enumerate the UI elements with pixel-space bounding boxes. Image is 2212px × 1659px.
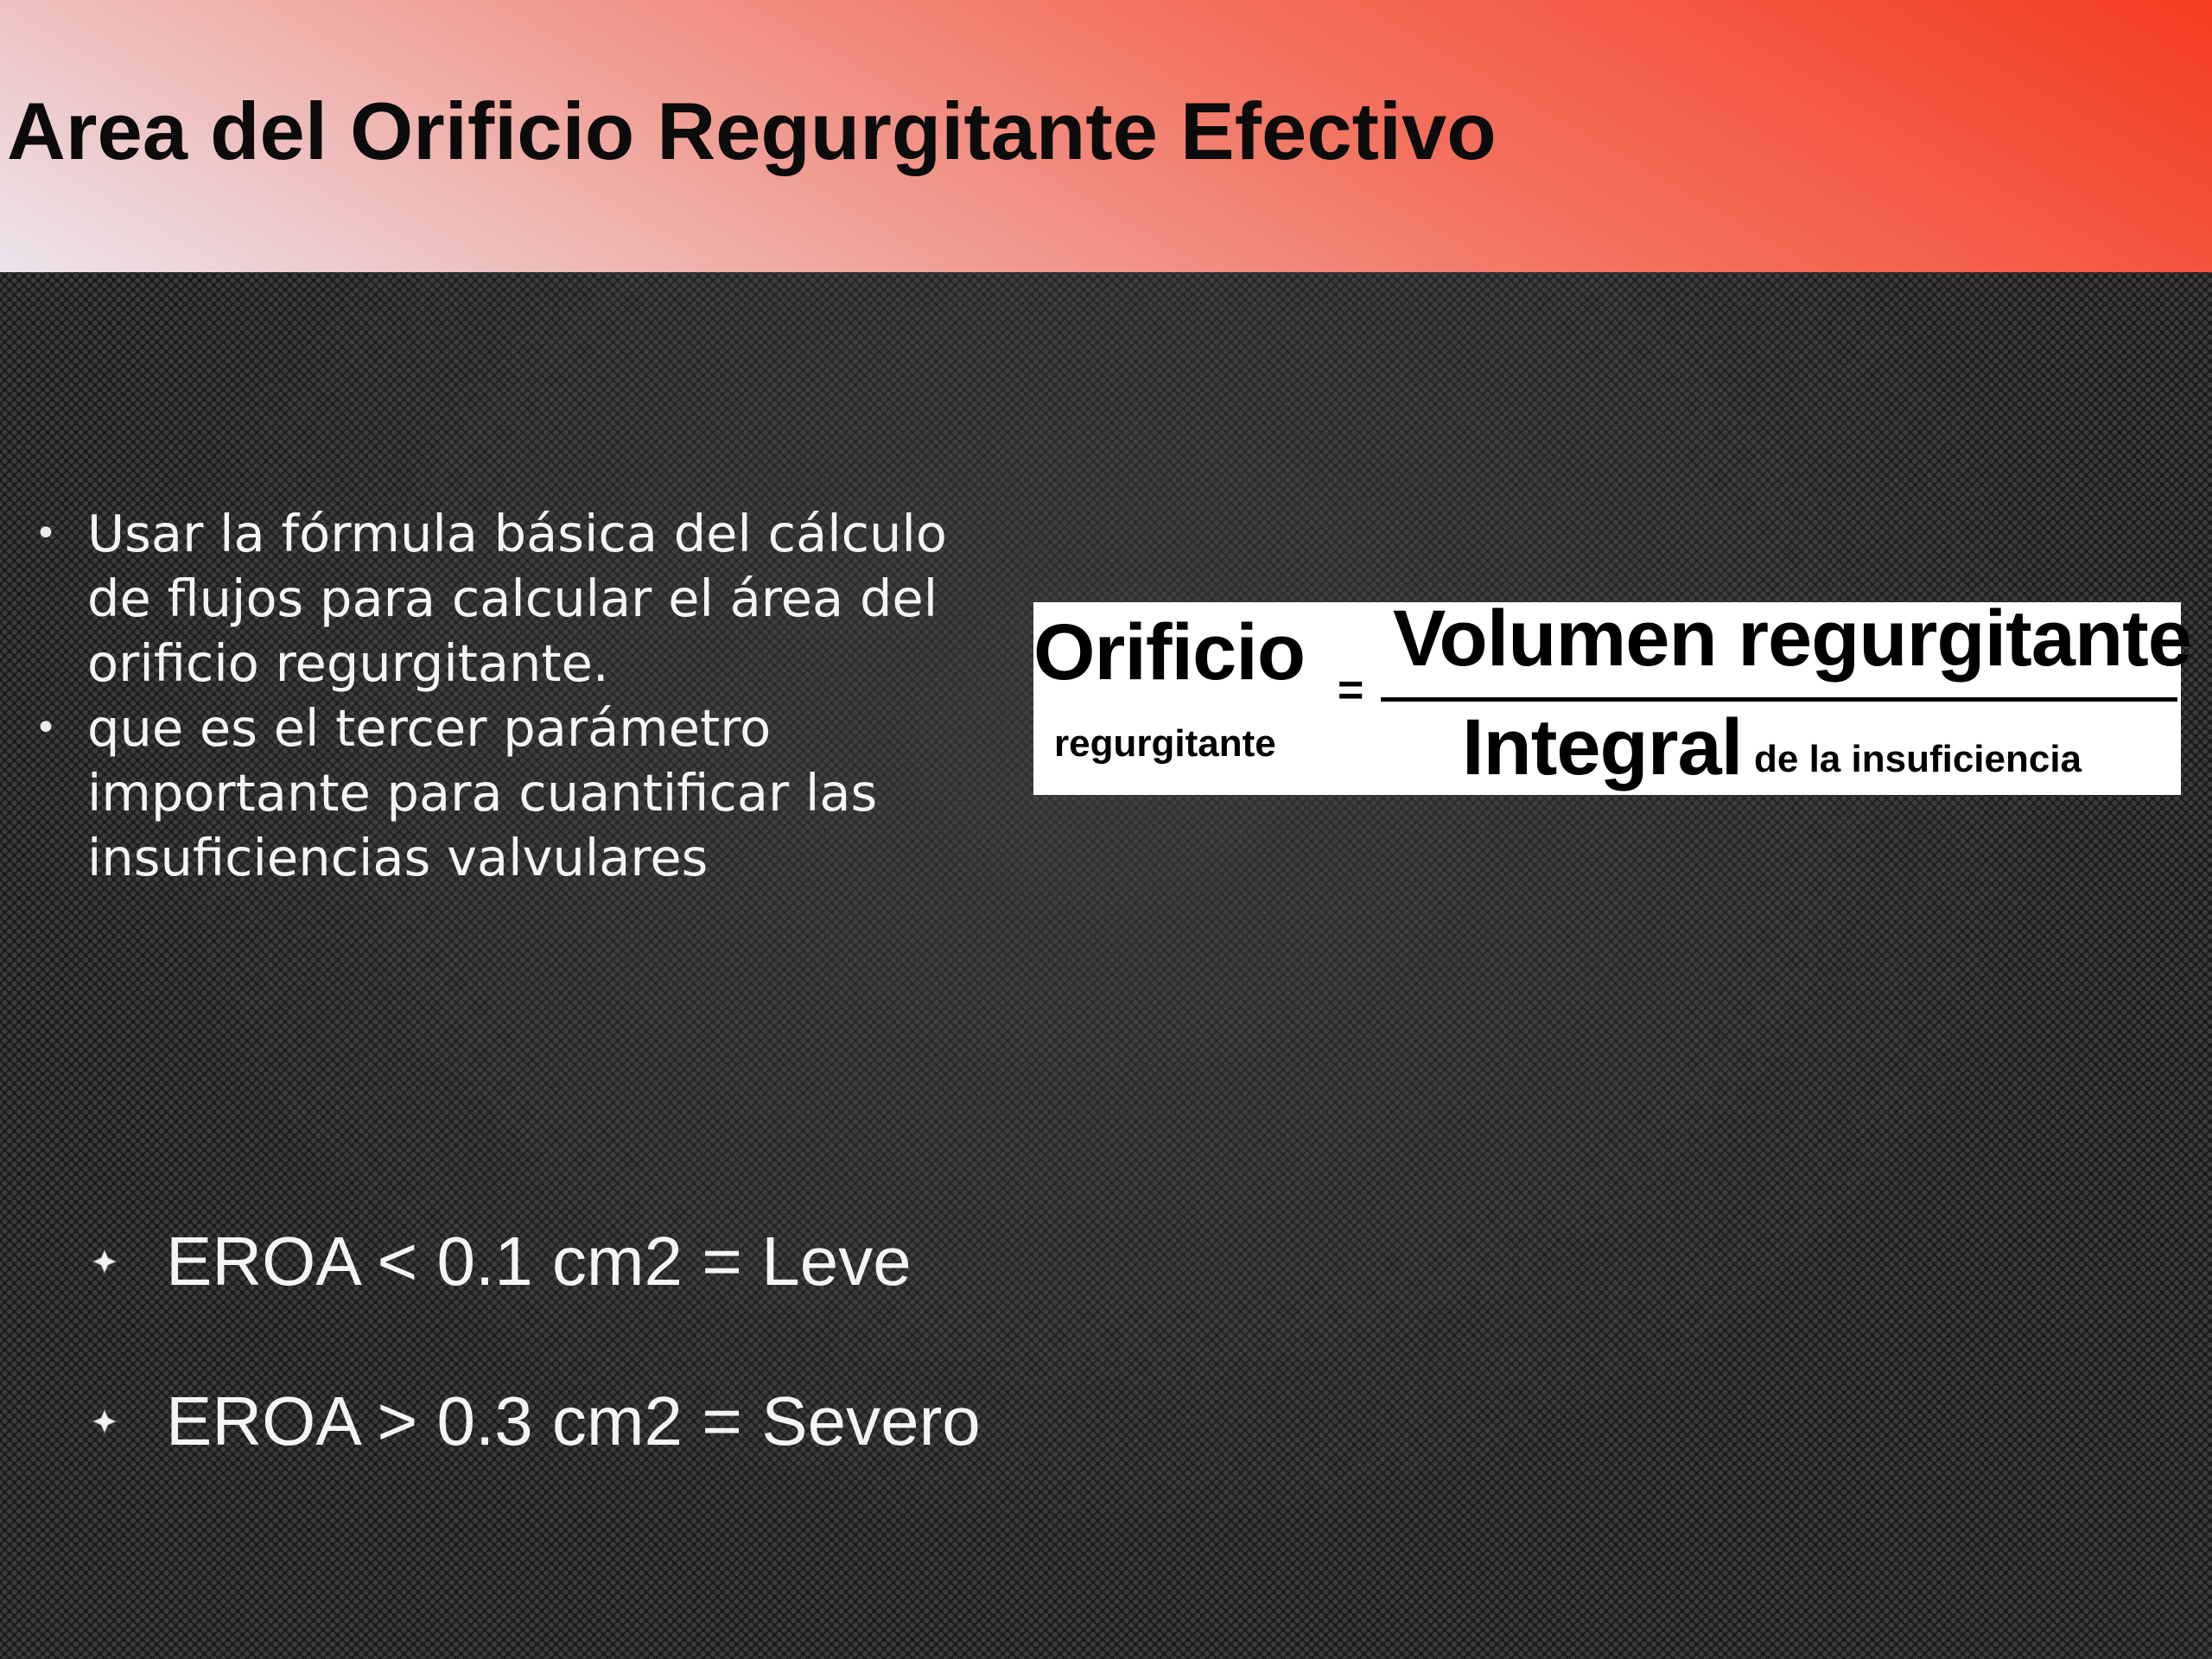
formula-numerator: Volumen regurgitante xyxy=(1393,594,2191,683)
four-point-star-icon xyxy=(92,1249,118,1274)
fraction-bar xyxy=(1381,697,2177,702)
list-item xyxy=(0,501,1020,696)
four-point-star-icon xyxy=(92,1408,118,1434)
formula-denominator-main: Integral xyxy=(1462,703,1743,791)
formula-image xyxy=(1033,594,2191,795)
formula-left-sub: regurgitante xyxy=(1054,722,1276,765)
title-banner xyxy=(0,0,2212,272)
formula-denominator-sub: de la insuficiencia xyxy=(1754,738,2082,780)
list-item xyxy=(0,696,1020,890)
bullet-list xyxy=(0,501,1020,890)
formula-equals: = xyxy=(1338,665,1364,715)
bullet-text: que es el tercer parámetro importante para cuantificar las insuficiencias valvulares xyxy=(87,698,878,887)
slide-title: Area del Orificio Regurgitante Efectivo xyxy=(7,86,1497,176)
eroa-text: EROA > 0.3 cm2 = Severo xyxy=(166,1382,981,1459)
eroa-text: EROA < 0.1 cm2 = Leve xyxy=(166,1223,912,1300)
formula-left-main: Orificio xyxy=(1033,608,1306,696)
bullet-text: Usar la fórmula básica del cálculo de flujos para calcular el área del orificio regurgitante. xyxy=(87,504,947,693)
bullet-dot-icon: • xyxy=(35,706,57,750)
bullet-dot-icon: • xyxy=(35,512,57,556)
